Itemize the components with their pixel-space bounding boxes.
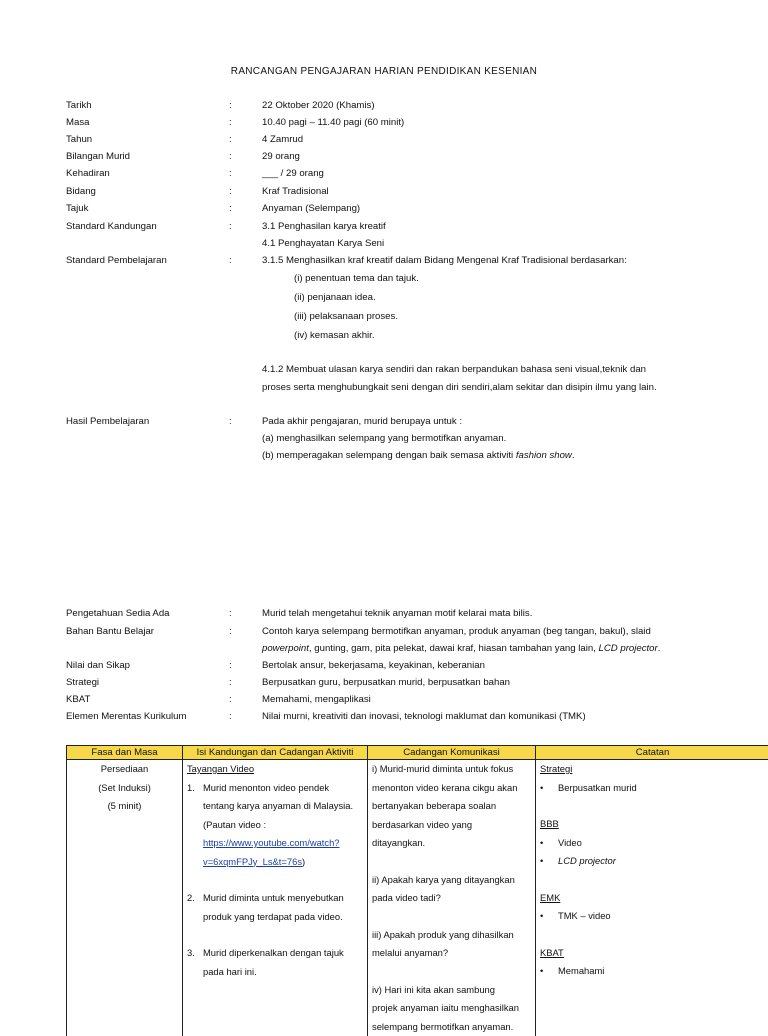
video-link[interactable]: https://www.youtube.com/watch? [203,837,340,848]
header-fasa: Fasa dan Masa [67,746,183,760]
cell-isi: Tayangan Video 1. Murid menonton video pendek tentang karya anyaman di Malaysia. (Pautan video : https://www.youtube.com/watch? v=6xqmFPJy_Ls&t=76s) 2. Murid diminta untuk menyebutkan produk yang terdapat pada video. 3. Murid diperkenalkan dengan tajuk pada hari ini. [183,760,368,1036]
list-item: 2. Murid diminta untuk menyebutkan produk yang terdapat pada video. [187,889,363,926]
header-komunikasi: Cadangan Komunikasi [368,746,536,760]
list-item: • TMK – video [540,907,765,926]
list-item: • Berpusatkan murid [540,779,765,798]
lesson-table [66,745,768,1036]
list-item: • Video [540,834,765,853]
list-item: • Memahami [540,962,765,981]
page-title: RANCANGAN PENGAJARAN HARIAN PENDIDIKAN KESENIAN [0,66,768,77]
header-isi: Isi Kandungan dan Cadangan Aktiviti [183,746,368,760]
table-row [67,760,768,1036]
list-item: 1. Murid menonton video pendek tentang karya anyaman di Malaysia. (Pautan video : https://www.youtube.com/watch? v=6xqmFPJy_Ls&t=76s) [187,779,363,872]
cell-fasa: Persediaan (Set Induksi) (5 minit) [67,760,183,1036]
video-link-cont[interactable]: v=6xqmFPJy_Ls&t=76s [203,856,302,867]
table-header-row [67,746,768,760]
cell-catatan: Strategi • Berpusatkan murid BBB • Video • LCD projector EMK • TMK – video KBAT • Memahami [536,760,768,1036]
list-item: • LCD projector [540,852,765,871]
list-item: 3. Murid diperkenalkan dengan tajuk pada hari ini. [187,944,363,981]
cell-komunikasi: i) Murid-murid diminta untuk fokus menonton video kerana cikgu akan bertanyakan beberapa soalan berdasarkan video yang ditayangkan. ii) Apakah karya yang ditayangkan pada video tadi? iii) Apakah produk yang dihasilkan melalui anyaman? iv) Hari ini kita akan sambung projek anyaman iaitu menghasilkan selempang bermotifkan anyaman. [368,760,536,1036]
header-catatan: Catatan [536,746,768,760]
